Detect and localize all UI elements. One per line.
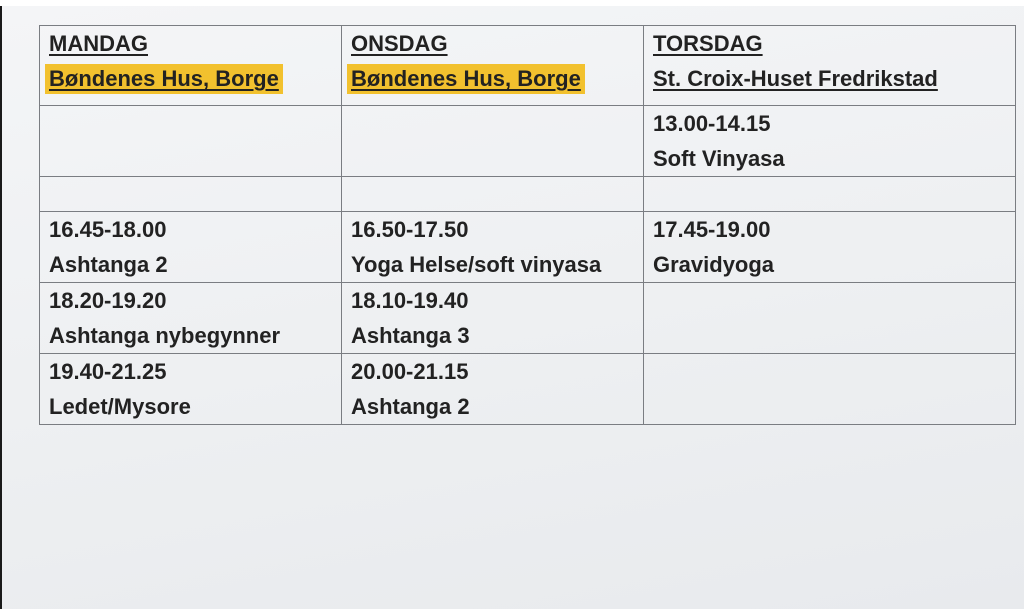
class-text: Soft Vinyasa: [653, 146, 785, 171]
table-cell: [644, 177, 1016, 212]
table-cell: [40, 354, 342, 425]
table-cell: [40, 283, 342, 354]
table-cell: [342, 177, 644, 212]
table-cell: [644, 283, 1016, 354]
day-label: MANDAG: [49, 31, 148, 56]
table-cell: [644, 212, 1016, 283]
time-text: 13.00-14.15: [653, 111, 771, 136]
table-row: [40, 212, 1016, 283]
time-text: 20.00-21.15: [351, 359, 469, 384]
class-text: Ashtanga nybegynner: [49, 323, 281, 348]
table-row: [40, 354, 1016, 425]
table-cell: [342, 212, 644, 283]
left-edge: [0, 6, 2, 609]
table-cell: [40, 177, 342, 212]
header-cell-thursday: [644, 26, 1016, 106]
header-cell-wednesday: [342, 26, 644, 106]
time-text: 16.45-18.00: [49, 217, 167, 242]
schedule-table: [39, 25, 1016, 425]
table-cell: [342, 106, 644, 177]
table-cell: [342, 354, 644, 425]
class-text: Ashtanga 2: [49, 252, 168, 277]
time-text: 18.20-19.20: [49, 288, 167, 313]
table-cell: [644, 354, 1016, 425]
time-text: 17.45-19.00: [653, 217, 771, 242]
table-cell: [644, 106, 1016, 177]
table-cell: [40, 212, 342, 283]
location-label: Bøndenes Hus, Borge: [347, 64, 585, 94]
header-row: [40, 26, 1016, 106]
time-text: 18.10-19.40: [351, 288, 469, 313]
table-row: [40, 106, 1016, 177]
table-cell: [342, 283, 644, 354]
time-text: 19.40-21.25: [49, 359, 167, 384]
day-label: TORSDAG: [653, 31, 763, 56]
class-text: Gravidyoga: [653, 252, 775, 277]
header-cell-monday: [40, 26, 342, 106]
location-label: Bøndenes Hus, Borge: [45, 64, 283, 94]
class-text: Ledet/Mysore: [49, 394, 191, 419]
class-text: Ashtanga 3: [351, 323, 470, 348]
class-text: Ashtanga 2: [351, 394, 470, 419]
location-label: St. Croix-Huset Fredrikstad: [653, 66, 938, 91]
day-label: ONSDAG: [351, 31, 448, 56]
class-text: Yoga Helse/soft vinyasa: [351, 252, 602, 277]
time-text: 16.50-17.50: [351, 217, 469, 242]
table-row: [40, 283, 1016, 354]
table-cell: [40, 106, 342, 177]
table-row: [40, 177, 1016, 212]
